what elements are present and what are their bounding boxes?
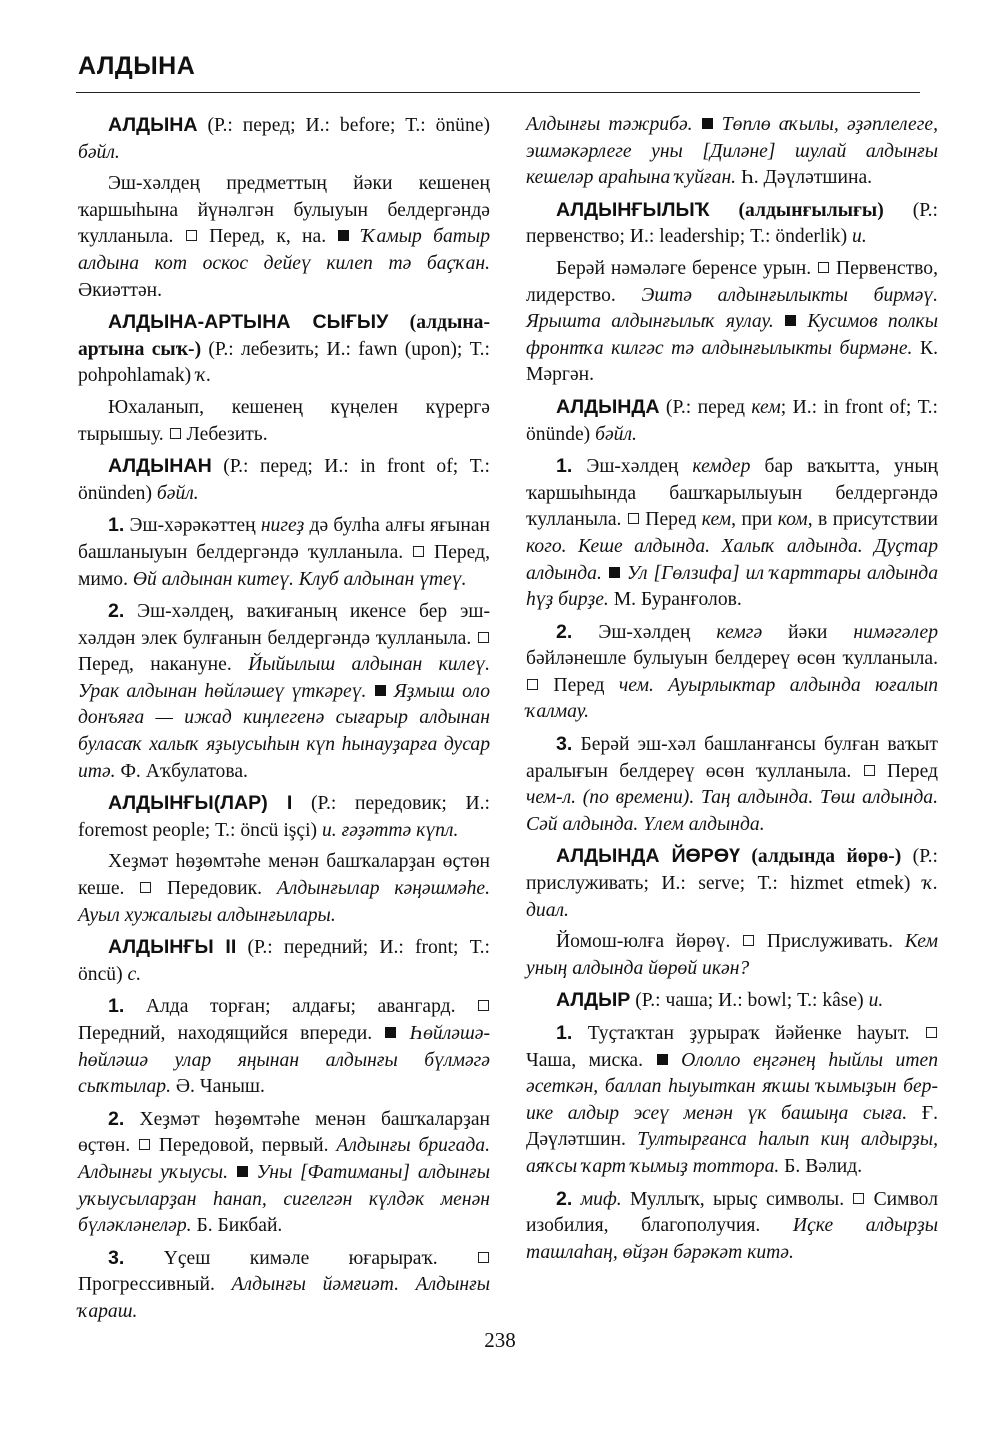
russian-equivalent: Передовой, первый.	[151, 1135, 337, 1157]
headword: АЛДЫНДА ЙӨРӨҮ	[556, 845, 740, 868]
definition: Муллыҡ, ырыҫ символы.	[621, 1188, 853, 1210]
entry-aldynan-sense-1	[78, 512, 490, 593]
definition: Үҫеш кимәле юғарыраҡ.	[124, 1247, 477, 1269]
source: Б. Вәлид.	[779, 1155, 863, 1177]
filled-square-icon	[385, 1027, 396, 1038]
russian-equivalent: Чаша, миска.	[526, 1049, 656, 1071]
definition-italic: нигеҙ	[260, 515, 305, 537]
entry-aldynda-sense-1	[526, 453, 938, 614]
example: Ул [Гөлзифа] ил ҡарттары алдында һүҙ бирҙе.	[526, 562, 938, 611]
source: Ф. Аҡбулатова.	[115, 760, 248, 782]
entry-aldynda-yoroy	[526, 843, 938, 924]
russian-equivalent: Лебезить.	[181, 423, 268, 445]
left-column	[78, 112, 490, 1331]
entry-aldynda-sense-3	[526, 731, 938, 838]
open-square-icon	[170, 428, 181, 439]
open-square-icon	[140, 882, 151, 893]
definition: Берәй нәмәләге беренсе урын.	[556, 257, 818, 279]
gram-info: ; И.: in front of; Т.: önünde)	[526, 396, 938, 445]
entry-aldynan	[78, 453, 490, 507]
russian-equivalent: Перед, мимо.	[78, 541, 490, 590]
entry-aldyngy-2-sense-3	[78, 1245, 490, 1326]
russian-italic: чем.	[618, 674, 654, 696]
definition-italic: кемдер	[692, 456, 751, 478]
gram-info: (Р.: чаша; И.: bowl; Т.: kâse)	[630, 990, 869, 1012]
headword: АЛДЫР	[556, 989, 631, 1012]
page-number: 238	[484, 1328, 516, 1352]
example: Ололло еңгәнең һыйлы итеп әсеткән, баллап һыуыткан яҡшы ҡымыҙын бер-ике алдыр эсеү менән үк башыңа сыға.	[526, 1049, 938, 1124]
sense-number: 1.	[108, 995, 125, 1018]
russian-italic: кем	[701, 509, 732, 531]
verb-form: (алдына-артына сыҡ-)	[78, 312, 490, 360]
definition-italic: кемгә	[716, 621, 763, 643]
open-square-icon	[818, 262, 829, 273]
open-square-icon	[139, 1139, 150, 1150]
gram-info: (Р.: передний; И.: front; Т.: öncü)	[78, 937, 490, 985]
headword: АЛДЫНА	[108, 114, 198, 136]
russian-equivalent: Перед	[875, 760, 938, 782]
definition: йәки	[762, 621, 854, 643]
filled-square-icon	[785, 315, 796, 326]
entry-aldyr-sense-1	[526, 1020, 938, 1181]
definition: Юхаланып, кешенең күңелен күрергә тырышыу.	[78, 396, 490, 445]
filled-square-icon	[375, 685, 386, 696]
example: Алдынғылар кәңәшмәһе. Ауыл хужалығы алдынғылары.	[78, 878, 490, 926]
entry-aldyr-sense-2	[526, 1186, 938, 1267]
entry-aldyr	[526, 987, 938, 1015]
example: Иҫке алдырҙы ташлаһаң, өйҙән бәрәкәт китә.	[526, 1215, 938, 1263]
entry-aldyngy-2	[78, 934, 490, 988]
example: Алдынғы йәмғиәт. Алдынғы ҡараш.	[78, 1274, 490, 1322]
continued-examples	[526, 112, 938, 192]
sense-number: 2.	[556, 1187, 573, 1210]
russian-equivalent: Символ изобилия, благополучия.	[526, 1188, 938, 1237]
definition: Йомош-юлға йөрөү.	[556, 931, 743, 953]
source: Һ. Дәүләтшина.	[736, 167, 873, 189]
definition: бар ваҡытта, уның ҡаршыһында башҡарылыуын белдергәндә ҡулланыла.	[526, 456, 938, 531]
example: Төплө аҡылы, әҙәплелеге, эшмәкәрлеге уны [Диләне] шулай алдынғы кешеләр араһына ҡуйған.	[526, 114, 938, 189]
header-rule	[76, 92, 920, 93]
source: М. Буранғолов.	[608, 589, 742, 611]
russian-equivalent: , при	[731, 509, 778, 531]
pos-label: бәйл.	[595, 423, 637, 445]
open-square-icon	[478, 632, 489, 643]
sense-number: 3.	[108, 1246, 125, 1269]
definition: Эш-хәлдең предметтың йәки кешенең ҡаршыһына йүнәлгән булыуын белдергәндә ҡулланыла.	[78, 173, 490, 248]
definition: Эш-хәлдең, ваҡиғаның икенсе бер эш-хәлдән элек булғанын белдергәндә ҡулланыла.	[78, 601, 490, 649]
open-square-icon	[864, 765, 875, 776]
sense-number: 1.	[108, 514, 125, 537]
example: Ҡамыр батыр алдына кот оскос дейеү килеп тә баҫҡан.	[78, 226, 490, 274]
open-square-icon	[186, 230, 197, 241]
definition: Эш-хәлдең	[572, 456, 693, 478]
open-square-icon	[628, 513, 639, 524]
open-square-icon	[413, 546, 424, 557]
entry-aldynda	[526, 394, 938, 448]
example: Уны [Фатиманы] алдынғы уҡыусыларҙан һанап, сигелгән күлдәк менән бүләкләнеләр.	[78, 1161, 490, 1237]
pos-label: с.	[127, 963, 142, 985]
usage-label: миф.	[572, 1188, 622, 1210]
russian-equivalent: Перед, накануне.	[78, 654, 249, 676]
entry-aldynan-sense-2	[78, 598, 490, 785]
source: Ғ. Дәүләтшин.	[526, 1102, 939, 1151]
gram-info-italic: кем	[751, 396, 781, 418]
example: Йыйылыш алдынан килеү. Урак алдынан һөйләшеү үткәреү.	[78, 654, 490, 702]
pos-label: ҡ. диал.	[526, 873, 938, 921]
definition: Берәй эш-хәл башланғансы булған ваҡыт аралығын белдереү өсөн ҡулланыла.	[526, 734, 938, 782]
pos-label: и.	[852, 226, 867, 248]
definition: дә булһа алғы яғынан башланыуын белдергәндә ҡулланыла.	[78, 515, 491, 563]
filled-square-icon	[609, 567, 620, 578]
russian-equivalent: Перед	[639, 509, 702, 531]
pos-label: и.	[868, 990, 884, 1012]
russian-equivalent: Прогрессивный.	[78, 1274, 232, 1296]
headword: АЛДЫНҒЫ(ЛАР) I	[108, 792, 293, 815]
filled-square-icon	[338, 230, 349, 241]
russian-equivalent: Первенство, лидерство.	[526, 257, 938, 306]
russian-equivalent: Прислуживать.	[755, 931, 905, 953]
example: Өй алдынан китеү. Клуб алдынан үтеү.	[132, 568, 467, 590]
definition: Хеҙмәт һөҙөмтәһе менән башҡаларҙан өҫтөн кеше.	[78, 851, 490, 900]
russian-italic: кого.	[526, 535, 567, 557]
open-square-icon	[478, 1252, 489, 1263]
definition: Туҫтаҡтан ҙурыраҡ йәйенке һауыт.	[572, 1023, 925, 1044]
filled-square-icon	[702, 118, 713, 129]
definition: бәйләнешле булыуын белдереү өсөн ҡулланыла.	[526, 648, 938, 670]
pos-label: бәйл.	[156, 482, 199, 504]
example: Кем уның алдында йөрөй икән?	[526, 931, 938, 979]
russian-equivalent: Передовик.	[152, 878, 277, 900]
sense-number: 1.	[556, 1022, 573, 1044]
right-column	[526, 112, 938, 1271]
russian-equivalent: Передний, находящийся впереди.	[78, 1023, 385, 1044]
gram-info: (Р.: перед; И.: in front of; Т.: önünden)	[78, 456, 490, 504]
headword: АЛДЫНДА	[556, 395, 660, 418]
open-square-icon	[478, 1000, 489, 1011]
gram-info: (Р.: перед; И.: before; Т.: önüne)	[197, 115, 490, 136]
sense-number: 3.	[556, 733, 573, 756]
definition-italic: нимәгәлер	[853, 621, 938, 643]
open-square-icon	[926, 1027, 937, 1038]
example: Кусимов полкы фронтҡа килгәс тә алдынғылыкты бирмәне.	[526, 311, 938, 359]
source: Әкиәттән.	[78, 279, 163, 301]
entry-aldyna-artyna	[78, 309, 490, 390]
entry-aldyngylyk-def	[526, 256, 938, 389]
sense-number: 2.	[556, 620, 573, 643]
definition: Эш-хәрәкәттең	[124, 515, 261, 537]
open-square-icon	[853, 1193, 864, 1204]
example: Һөйләшә-һөйләшә улар яңынан алдынғы бүлмәгә сыҡтылар.	[78, 1023, 490, 1098]
entry-aldynda-yoroy-def	[526, 929, 938, 982]
example: Ауырлыктар алдында юғалып ҡалмау.	[526, 674, 938, 723]
pos-label: бәйл.	[78, 141, 120, 163]
sense-number: 2.	[108, 1107, 125, 1130]
gram-info: (Р.: первенство; И.: leadership; Т.: önderlik)	[526, 199, 939, 248]
entry-aldynda-sense-2	[526, 619, 938, 726]
pos-label: и. ғәҙәттә күпл.	[321, 819, 459, 841]
verb-form: (алдында йөрө-)	[740, 846, 902, 868]
headword: АЛДЫНАН	[108, 455, 212, 478]
gram-info: (Р.: передовик; И.: foremost people; Т.: öncü işçi)	[78, 793, 490, 841]
gram-info: (Р.: прислуживать; И.: serve; Т.: hizmet etmek)	[526, 846, 938, 895]
running-head: АЛДЫНА	[78, 52, 196, 80]
russian-italic: чем-л. (по времени).	[526, 787, 695, 809]
headword: АЛДЫНА-АРТЫНА СЫҒЫУ	[108, 311, 389, 334]
entry-aldyna-artyna-def	[78, 395, 490, 448]
entry-aldyngy-lar-1	[78, 790, 490, 844]
definition: Эш-хәлдең	[572, 621, 717, 643]
gram-info: (Р.: перед	[659, 396, 752, 418]
source: К. Мәргән.	[526, 337, 938, 386]
entry-aldyngy-2-sense-2	[78, 1106, 490, 1240]
example: Алдынғы тәжрибә.	[526, 114, 701, 135]
source: Ә. Чаныш.	[171, 1076, 265, 1098]
russian-equivalent: Перед, к, на.	[197, 226, 338, 248]
russian-italic: ком	[777, 509, 808, 531]
filled-square-icon	[237, 1166, 248, 1177]
sense-number: 2.	[108, 600, 125, 623]
russian-equivalent: , в присутствии	[807, 509, 938, 531]
headword: АЛДЫНҒЫЛЫҠ	[556, 198, 710, 221]
russian-equivalent: Перед	[539, 674, 619, 696]
example: Таң алдында. Төш алдында. Сәй алдында. Үлем алдында.	[526, 787, 938, 835]
source: Б. Бикбай.	[191, 1215, 283, 1237]
filled-square-icon	[657, 1054, 668, 1065]
verb-form: (алдынғылығы)	[709, 199, 884, 221]
definition: Алда торған; алдағы; авангард.	[124, 996, 477, 1018]
open-square-icon	[527, 679, 538, 690]
entry-aldyngylyk	[526, 197, 938, 251]
entry-aldyna-def	[78, 171, 490, 304]
pos-label: ҡ.	[196, 365, 212, 387]
example: Алдынғы бригада. Алдынғы уҡыусы.	[78, 1135, 490, 1183]
example: Яҙмыш оло донъяға — ижад киңлегенә сығарыр алдынан буласаҡ халыҡ яҙыусыһын күп һынауҙарға дусар итә.	[78, 680, 490, 782]
entry-aldyngy-2-sense-1	[78, 993, 490, 1100]
sense-number: 1.	[556, 455, 573, 478]
definition: Хеҙмәт һөҙөмтәһе менән башҡаларҙан өҫтөн.	[78, 1108, 490, 1157]
example: Тултырғанса һалып киң алдырҙы, аяҡсы ҡарт ҡымыҙ тоттора.	[526, 1129, 938, 1177]
open-square-icon	[743, 935, 754, 946]
entry-aldyngy-lar-def	[78, 849, 490, 929]
headword: АЛДЫНҒЫ II	[108, 936, 237, 959]
gram-info: (Р.: лебезить; И.: fawn (upon); Т.: pohpohlamak)	[78, 338, 490, 387]
example: Эштә алдынғылыкты бирмәү. Ярышта алдынғылыҡ яулау.	[526, 284, 938, 333]
example: Кеше алдында. Халыҡ алдында. Дуҫтар алдында.	[526, 535, 938, 584]
entry-aldyna	[78, 112, 490, 166]
